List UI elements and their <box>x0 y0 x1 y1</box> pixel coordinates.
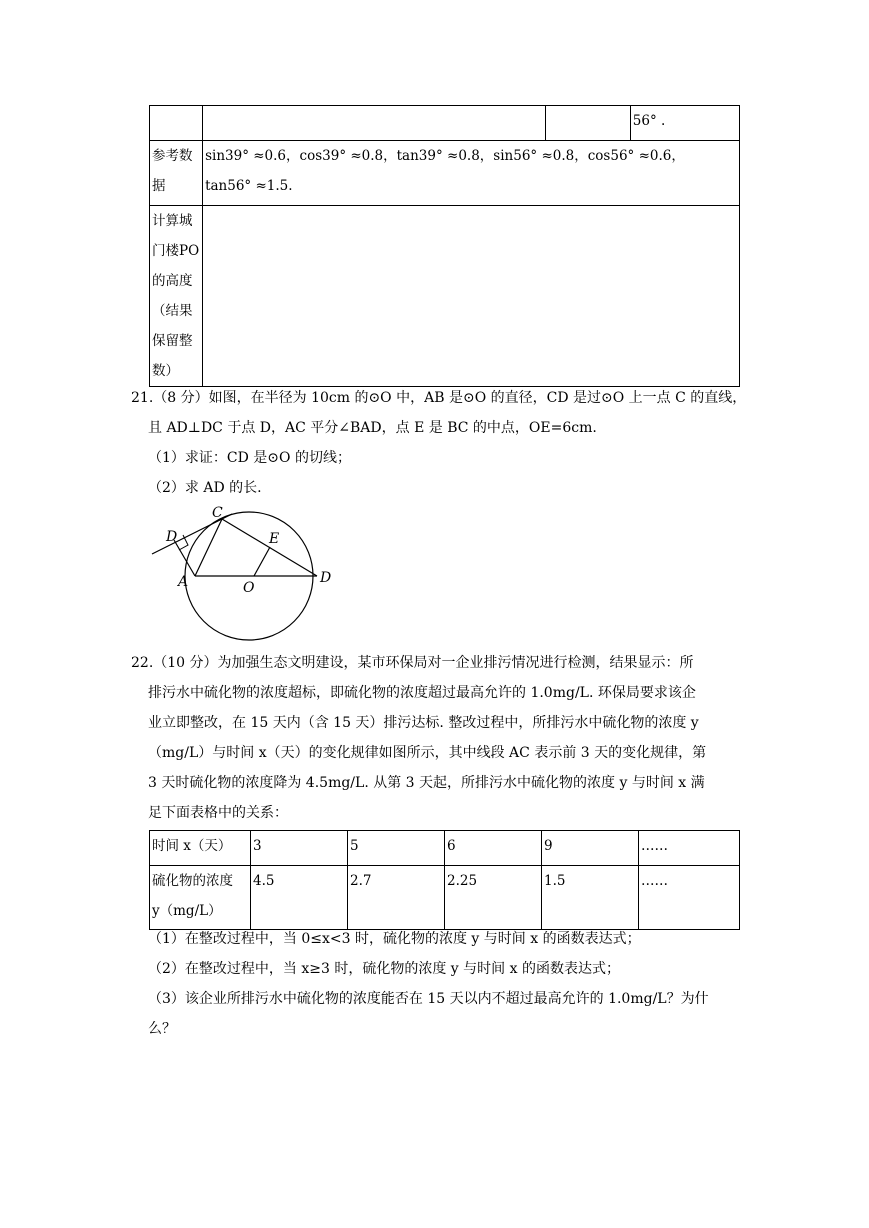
table-cell: 3 <box>251 831 348 866</box>
table-cell: 5 <box>348 831 445 866</box>
q22-text-line: 足下面表格中的关系： <box>148 805 288 821</box>
q22-part2: （2）在整改过程中，当 x≥3 时，硫化物的浓度 y 与时间 x 的函数表达式； <box>148 961 620 977</box>
table-cell <box>203 106 546 141</box>
q22-text-line: 业立即整改，在 15 天内（含 15 天）排污达标. 整改过程中，所排污水中硫化物的浓度 y <box>148 715 699 731</box>
survey-table <box>149 105 740 387</box>
q21-part2: （2）求 AD 的长. <box>148 480 262 496</box>
q22-part3-cont: 么？ <box>148 1021 176 1037</box>
q21-text-line: 且 AD⊥DC 于点 D，AC 平分∠BAD，点 E 是 BC 的中点，OE=6cm. <box>148 420 597 436</box>
chord-ac <box>195 519 222 576</box>
table-header-concentration: 硫化物的浓度 y（mg/L） <box>150 866 251 930</box>
q21-text-line: 21.（8 分）如图，在半径为 10cm 的⊙O 中，AB 是⊙O 的直径，CD 是过⊙O 上一点 C 的直线， <box>131 390 747 406</box>
segment-oe <box>254 547 270 576</box>
circle-diagram <box>150 500 340 642</box>
q22-part3: （3）该企业所排污水中硫化物的浓度能否在 15 天以内不超过最高允许的 1.0mg/L？为什 <box>148 991 709 1007</box>
q21-part1: （1）求证：CD 是⊙O 的切线； <box>148 450 351 466</box>
label-e: E <box>269 531 280 547</box>
table-cell <box>150 106 203 141</box>
q22-text-line: 3 天时硫化物的浓度降为 4.5mg/L. 从第 3 天起，所排污水中硫化物的浓度 y 与时间 x 满 <box>148 775 705 791</box>
calc-answer-area <box>203 206 740 387</box>
table-cell: 2.7 <box>348 866 445 930</box>
table-cell: 4.5 <box>251 866 348 930</box>
concentration-table <box>149 830 740 930</box>
calc-height-label: 计算城 门楼PO 的高度 （结果 保留整 数） <box>150 206 203 387</box>
reference-data-label: 参考数 据 <box>150 141 203 206</box>
table-cell: 1.5 <box>542 866 639 930</box>
q22-text-line: （mg/L）与时间 x（天）的变化规律如图所示，其中线段 AC 表示前 3 天的变化规律，第 <box>148 745 707 761</box>
label-a: A <box>178 574 189 590</box>
label-o: O <box>243 580 255 596</box>
table-header-time: 时间 x（天） <box>150 831 251 866</box>
table-cell <box>545 106 630 141</box>
table-cell: …… <box>639 866 740 930</box>
q22-text-line: 排污水中硫化物的浓度超标，即硫化物的浓度超过最高允许的 1.0mg/L. 环保局要求该企 <box>148 685 696 701</box>
label-d-left: D <box>166 529 178 545</box>
label-d-right: D <box>320 570 332 586</box>
q22-part1: （1）在整改过程中，当 0≤x<3 时，硫化物的浓度 y 与时间 x 的函数表达式； <box>148 931 641 947</box>
reference-data-value: sin39° ≈0.6，cos39° ≈0.8，tan39° ≈0.8，sin56° ≈0.8，cos56° ≈0.6， tan56° ≈1.5. <box>203 141 740 206</box>
table-cell: …… <box>639 831 740 866</box>
segment-ad <box>174 540 195 576</box>
q22-text-line: 22.（10 分）为加强生态文明建设，某市环保局对一企业排污情况进行检测，结果显示：所 <box>131 655 694 671</box>
table-cell: 9 <box>542 831 639 866</box>
table-cell: 56° . <box>630 106 739 141</box>
table-cell: 6 <box>445 831 542 866</box>
table-cell: 2.25 <box>445 866 542 930</box>
label-c: C <box>212 505 223 521</box>
